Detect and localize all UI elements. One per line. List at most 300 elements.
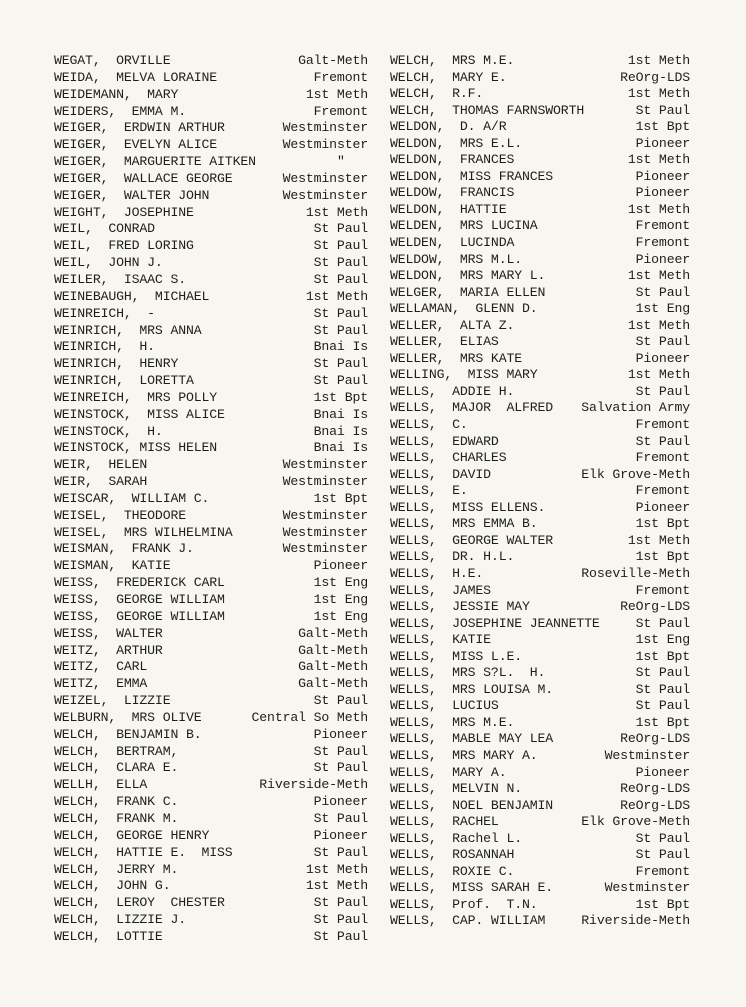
entry-name: WELDEN, LUCINDA [390, 235, 515, 251]
entry-church: 1st Eng [313, 575, 368, 591]
entry-name: WEISEL, THEODORE [54, 507, 186, 523]
entry-name: WEILER, ISAAC S. [54, 271, 186, 287]
right-column [390, 53, 690, 930]
entry-church: 1st Meth [305, 861, 368, 877]
directory-entry [54, 339, 368, 356]
entry-name: WELCH, FRANK M. [54, 810, 179, 826]
directory-entry [390, 252, 690, 269]
directory-entry [390, 765, 690, 782]
directory-entry [54, 878, 368, 895]
directory-entry [390, 169, 690, 186]
directory-entry [390, 417, 690, 434]
entry-church: Riverside-Meth [259, 777, 368, 793]
entry-name: WELLS, EDWARD [390, 433, 499, 449]
entry-name: WELLS, MRS LOUISA M. [390, 681, 554, 697]
entry-church: Pioneer [313, 794, 368, 810]
directory-entry [390, 500, 690, 517]
entry-name: WEIL, CONRAD [54, 221, 155, 237]
directory-entry [54, 777, 368, 794]
entry-name: WELLS, MRS MARY A. [390, 747, 538, 763]
entry-church: St Paul [313, 238, 368, 254]
directory-entry [390, 649, 690, 666]
entry-name: WELCH, LIZZIE J. [54, 912, 186, 928]
directory-entry [390, 467, 690, 484]
entry-name: WELLS, MAJOR ALFRED [390, 400, 554, 416]
entry-church: Pioneer [313, 827, 368, 843]
entry-name: WELLS, DAVID [390, 466, 491, 482]
entry-name: WELLAMAN, GLENN D. [390, 301, 538, 317]
entry-name: WELCH, BENJAMIN B. [54, 726, 202, 742]
entry-name: WEINSTOCK, MISS HELEN [54, 440, 218, 456]
entry-name: WELLS, H.E. [390, 565, 484, 581]
directory-entry [390, 831, 690, 848]
directory-entry [54, 238, 368, 255]
directory-entry [390, 450, 690, 467]
entry-name: WEGAT, ORVILLE [54, 53, 171, 68]
entry-name: WELLH, ELLA [54, 777, 148, 793]
entry-name: WELCH, R.F. [390, 86, 484, 102]
directory-entry [390, 665, 690, 682]
entry-church: 1st Bpt [635, 549, 690, 565]
entry-name: WEIGER, WALTER JOHN [54, 187, 210, 203]
entry-church: 1st Meth [627, 317, 690, 333]
directory-entry [390, 814, 690, 831]
entry-name: WELLS, E. [390, 483, 468, 499]
entry-name: WELLS, RACHEL [390, 814, 499, 830]
entry-church: Fremont [313, 103, 368, 119]
entry-church: Fremont [635, 417, 690, 433]
entry-name: WEISCAR, WILLIAM C. [54, 490, 210, 506]
entry-name: WEISEL, MRS WILHELMINA [54, 524, 233, 540]
entry-church: 1st Bpt [313, 490, 368, 506]
directory-entry [54, 255, 368, 272]
entry-name: WELLS, MISS L.E. [390, 648, 522, 664]
directory-entry [390, 351, 690, 368]
directory-entry [390, 897, 690, 914]
directory-entry [54, 912, 368, 929]
entry-name: WEISS, WALTER [54, 625, 163, 641]
entry-church: 1st Meth [305, 878, 368, 894]
entry-name: WELLS, MARY A. [390, 764, 507, 780]
entry-church: St Paul [313, 373, 368, 389]
entry-church: Galt-Meth [298, 625, 368, 641]
directory-entry [390, 202, 690, 219]
entry-church: 1st Meth [305, 204, 368, 220]
entry-name: WELLER, ALTA Z. [390, 317, 515, 333]
directory-entry [390, 616, 690, 633]
directory-entry [390, 698, 690, 715]
entry-name: WEIL, JOHN J. [54, 255, 163, 271]
entry-church: 1st Meth [627, 268, 690, 284]
entry-church: St Paul [313, 844, 368, 860]
directory-entry [54, 104, 368, 121]
entry-church: Westminster [282, 170, 368, 186]
directory-entry [54, 53, 368, 70]
entry-church: Fremont [635, 235, 690, 251]
directory-entry [390, 86, 690, 103]
entry-church: Pioneer [313, 558, 368, 574]
entry-name: WELCH, BERTRAM, [54, 743, 179, 759]
entry-name: WEINRICH, MRS ANNA [54, 322, 202, 338]
directory-entry [390, 748, 690, 765]
directory-entry [54, 710, 368, 727]
directory-entry [390, 549, 690, 566]
entry-name: WEINREICH, MRS POLLY [54, 389, 218, 405]
directory-entry [390, 268, 690, 285]
directory-entry [390, 864, 690, 881]
entry-name: WELCH, JERRY M. [54, 861, 179, 877]
directory-entry [54, 221, 368, 238]
entry-church: Westminster [282, 541, 368, 557]
entry-church: Fremont [635, 863, 690, 879]
entry-church: Pioneer [313, 726, 368, 742]
entry-name: WELLS, Prof. T.N. [390, 896, 538, 912]
entry-name: WELLS, KATIE [390, 632, 491, 648]
directory-entry [390, 318, 690, 335]
entry-church: Salvation Army [581, 400, 690, 416]
entry-name: WEITZ, EMMA [54, 676, 148, 692]
entry-church: 1st Eng [635, 632, 690, 648]
directory-entry [54, 659, 368, 676]
entry-church: " [336, 154, 368, 170]
entry-name: WELLER, ELIAS [390, 334, 499, 350]
directory-entry [390, 384, 690, 401]
entry-church: St Paul [313, 255, 368, 271]
directory-entry [54, 373, 368, 390]
entry-church: Pioneer [635, 499, 690, 515]
directory-entry [54, 676, 368, 693]
left-column [54, 53, 368, 946]
directory-entry [390, 682, 690, 699]
directory-entry [390, 152, 690, 169]
entry-church: Westminster [282, 507, 368, 523]
entry-church: Pioneer [635, 168, 690, 184]
directory-entry [54, 474, 368, 491]
directory-entry [54, 592, 368, 609]
directory-entry [390, 599, 690, 616]
entry-church: Central So Meth [251, 709, 368, 725]
entry-name: WEINSTOCK, MISS ALICE [54, 406, 225, 422]
entry-church: St Paul [313, 912, 368, 928]
entry-name: WEIGER, WALLACE GEORGE [54, 170, 233, 186]
entry-name: WELLS, ROSANNAH [390, 847, 515, 863]
directory-entry [54, 558, 368, 575]
entry-church: St Paul [313, 895, 368, 911]
entry-church: St Paul [313, 221, 368, 237]
directory-entry [54, 541, 368, 558]
entry-name: WEIL, FRED LORING [54, 238, 194, 254]
directory-entry [54, 70, 368, 87]
directory-entry [390, 70, 690, 87]
directory-entry [54, 862, 368, 879]
directory-entry [390, 185, 690, 202]
entry-name: WELCH, THOMAS FARNSWORTH [390, 102, 585, 118]
entry-name: WELCH, FRANK C. [54, 794, 179, 810]
entry-church: Fremont [313, 69, 368, 85]
entry-church: 1st Bpt [635, 714, 690, 730]
directory-entry [390, 235, 690, 252]
entry-name: WELCH, LOTTIE [54, 928, 163, 944]
entry-name: WELLING, MISS MARY [390, 367, 538, 383]
entry-church: 1st Meth [305, 288, 368, 304]
entry-church: St Paul [313, 322, 368, 338]
entry-name: WELLS, NOEL BENJAMIN [390, 797, 554, 813]
entry-name: WELLS, MISS SARAH E. [390, 880, 554, 896]
entry-name: WEINSTOCK, H. [54, 423, 163, 439]
entry-church: 1st Bpt [313, 389, 368, 405]
entry-church: Bnai Is [313, 406, 368, 422]
directory-entry [390, 798, 690, 815]
entry-name: WELLS, CAP. WILLIAM [390, 913, 546, 929]
entry-name: WEISMAN, FRANK J. [54, 541, 194, 557]
entry-church: St Paul [635, 665, 690, 681]
entry-name: WEINRICH, HENRY [54, 356, 179, 372]
directory-entry [54, 289, 368, 306]
entry-name: WEIR, SARAH [54, 474, 148, 490]
entry-church: St Paul [635, 433, 690, 449]
entry-name: WELCH, MARY E. [390, 69, 507, 85]
directory-entry [390, 119, 690, 136]
entry-church: Westminster [282, 137, 368, 153]
directory-entry [54, 744, 368, 761]
entry-name: WELLS, LUCIUS [390, 698, 499, 714]
directory-entry [54, 205, 368, 222]
directory-entry [390, 483, 690, 500]
entry-name: WELDOW, FRANCIS [390, 185, 515, 201]
entry-name: WELLS, ROXIE C. [390, 863, 515, 879]
entry-church: Riverside-Meth [581, 913, 690, 929]
directory-entry [54, 609, 368, 626]
entry-church: 1st Meth [627, 367, 690, 383]
entry-name: WELLS, MELVIN N. [390, 781, 522, 797]
directory-entry [54, 457, 368, 474]
entry-name: WELCH, CLARA E. [54, 760, 179, 776]
entry-church: Fremont [635, 450, 690, 466]
directory-entry [54, 306, 368, 323]
directory-entry [54, 693, 368, 710]
directory-entry [54, 424, 368, 441]
entry-name: WELLS, Rachel L. [390, 830, 522, 846]
directory-entry [54, 643, 368, 660]
directory-entry [54, 525, 368, 542]
entry-church: Galt-Meth [298, 53, 368, 68]
entry-name: WELDON, HATTIE [390, 201, 507, 217]
entry-church: St Paul [313, 693, 368, 709]
directory-entry [390, 632, 690, 649]
entry-name: WELDON, D. A/R [390, 119, 507, 135]
directory-entry [54, 87, 368, 104]
directory-entry [54, 575, 368, 592]
entry-church: St Paul [635, 102, 690, 118]
directory-entry [390, 400, 690, 417]
directory-entry [390, 880, 690, 897]
entry-church: St Paul [635, 615, 690, 631]
entry-name: WELCH, JOHN G. [54, 878, 171, 894]
entry-name: WELCH, LEROY CHESTER [54, 895, 225, 911]
entry-name: WEIR, HELEN [54, 457, 148, 473]
entry-church: Galt-Meth [298, 676, 368, 692]
entry-name: WELCH, MRS M.E. [390, 53, 515, 68]
directory-entry [390, 136, 690, 153]
entry-church: Fremont [635, 582, 690, 598]
entry-name: WELLS, MRS S?L. H. [390, 665, 546, 681]
directory-entry [54, 272, 368, 289]
entry-church: Elk Grove-Meth [581, 814, 690, 830]
entry-name: WEINRICH, LORETTA [54, 373, 194, 389]
directory-entry [390, 218, 690, 235]
entry-church: Elk Grove-Meth [581, 466, 690, 482]
entry-church: Galt-Meth [298, 642, 368, 658]
directory-entry [390, 334, 690, 351]
entry-name: WEIGHT, JOSEPHINE [54, 204, 194, 220]
entry-church: St Paul [313, 356, 368, 372]
entry-name: WELLS, CHARLES [390, 450, 507, 466]
entry-church: 1st Meth [627, 532, 690, 548]
entry-name: WELBURN, MRS OLIVE [54, 709, 202, 725]
entry-name: WEIZEL, LIZZIE [54, 693, 171, 709]
entry-church: St Paul [313, 305, 368, 321]
entry-name: WELDEN, MRS LUCINA [390, 218, 538, 234]
entry-name: WELLS, MISS ELLENS. [390, 499, 546, 515]
entry-church: St Paul [313, 928, 368, 944]
entry-name: WEIGER, EVELYN ALICE [54, 137, 218, 153]
entry-church: ReOrg-LDS [620, 599, 690, 615]
entry-name: WEITZ, CARL [54, 659, 148, 675]
entry-name: WEIGER, MARGUERITE AITKEN [54, 154, 256, 170]
directory-entry [54, 440, 368, 457]
directory-entry [54, 171, 368, 188]
directory-entry [390, 516, 690, 533]
entry-church: St Paul [635, 284, 690, 300]
entry-name: WELLS, JESSIE MAY [390, 599, 530, 615]
entry-name: WEISMAN, KATIE [54, 558, 171, 574]
directory-entry [54, 120, 368, 137]
entry-church: 1st Meth [305, 86, 368, 102]
entry-name: WEIDA, MELVA LORAINE [54, 69, 218, 85]
entry-church: St Paul [635, 681, 690, 697]
entry-name: WELLER, MRS KATE [390, 350, 522, 366]
directory-entry [54, 760, 368, 777]
directory-entry [54, 508, 368, 525]
entry-church: 1st Bpt [635, 896, 690, 912]
entry-church: ReOrg-LDS [620, 781, 690, 797]
entry-church: St Paul [635, 698, 690, 714]
entry-church: 1st Meth [627, 53, 690, 68]
entry-church: Westminster [282, 120, 368, 136]
entry-name: WEINREICH, - [54, 305, 155, 321]
entry-name: WELLS, MRS EMMA B. [390, 516, 538, 532]
entry-name: WELDON, MISS FRANCES [390, 168, 554, 184]
entry-name: WELDON, MRS MARY L. [390, 268, 546, 284]
entry-church: Fremont [635, 483, 690, 499]
entry-church: Pioneer [635, 251, 690, 267]
entry-church: St Paul [635, 847, 690, 863]
entry-church: 1st Meth [627, 86, 690, 102]
entry-church: St Paul [313, 760, 368, 776]
entry-name: WELLS, GEORGE WALTER [390, 532, 554, 548]
entry-church: Pioneer [635, 185, 690, 201]
entry-church: Bnai Is [313, 440, 368, 456]
directory-entry [390, 847, 690, 864]
entry-church: 1st Eng [313, 592, 368, 607]
directory-entry [390, 731, 690, 748]
directory-entry [54, 323, 368, 340]
directory-entry [390, 103, 690, 120]
entry-name: WELLS, JOSEPHINE JEANNETTE [390, 615, 600, 631]
directory-entry [390, 533, 690, 550]
entry-name: WEINEBAUGH, MICHAEL [54, 288, 210, 304]
directory-entry [390, 583, 690, 600]
entry-name: WEIDERS, EMMA M. [54, 103, 186, 119]
entry-name: WELLS, MABLE MAY LEA [390, 731, 554, 747]
entry-name: WEISS, GEORGE WILLIAM [54, 608, 225, 624]
directory-entry [390, 913, 690, 930]
entry-church: Roseville-Meth [581, 565, 690, 581]
entry-church: St Paul [635, 830, 690, 846]
entry-church: Bnai Is [313, 423, 368, 439]
entry-name: WELLS, MRS M.E. [390, 714, 515, 730]
directory-entry [54, 811, 368, 828]
entry-church: St Paul [635, 334, 690, 350]
directory-entry [54, 356, 368, 373]
entry-church: St Paul [313, 810, 368, 826]
entry-church: ReOrg-LDS [620, 797, 690, 813]
directory-entry [54, 154, 368, 171]
entry-church: 1st Meth [627, 201, 690, 217]
entry-name: WEISS, FREDERICK CARL [54, 575, 225, 591]
directory-entry [390, 367, 690, 384]
entry-name: WELLS, DR. H.L. [390, 549, 515, 565]
entry-name: WELGER, MARIA ELLEN [390, 284, 546, 300]
entry-church: Westminster [282, 524, 368, 540]
entry-church: ReOrg-LDS [620, 69, 690, 85]
directory-entry [390, 781, 690, 798]
entry-church: 1st Eng [635, 301, 690, 317]
entry-church: Westminster [282, 187, 368, 203]
entry-church: 1st Bpt [635, 516, 690, 532]
directory-entry [54, 929, 368, 946]
directory-entry [54, 895, 368, 912]
entry-church: Galt-Meth [298, 659, 368, 675]
entry-church: Bnai Is [313, 339, 368, 355]
entry-church: Fremont [635, 218, 690, 234]
directory-entry [54, 727, 368, 744]
directory-entry [390, 53, 690, 70]
entry-church: Westminster [282, 474, 368, 490]
entry-church: St Paul [313, 271, 368, 287]
entry-church: ReOrg-LDS [620, 731, 690, 747]
entry-name: WEITZ, ARTHUR [54, 642, 163, 658]
entry-church: 1st Bpt [635, 648, 690, 664]
directory-entry [54, 626, 368, 643]
entry-church: St Paul [313, 743, 368, 759]
entry-name: WELCH, HATTIE E. MISS [54, 844, 233, 860]
entry-church: Westminster [604, 880, 690, 896]
entry-name: WELDOW, MRS M.L. [390, 251, 522, 267]
directory-entry [390, 301, 690, 318]
directory-entry [390, 566, 690, 583]
entry-church: Pioneer [635, 350, 690, 366]
entry-name: WELDON, MRS E.L. [390, 135, 522, 151]
entry-church: St Paul [635, 383, 690, 399]
entry-church: Pioneer [635, 764, 690, 780]
entry-name: WELLS, C. [390, 417, 468, 433]
entry-name: WEIGER, ERDWIN ARTHUR [54, 120, 225, 136]
entry-name: WEISS, GEORGE WILLIAM [54, 592, 225, 607]
directory-entry [54, 188, 368, 205]
entry-name: WELLS, ADDIE H. [390, 383, 515, 399]
directory-entry [390, 285, 690, 302]
